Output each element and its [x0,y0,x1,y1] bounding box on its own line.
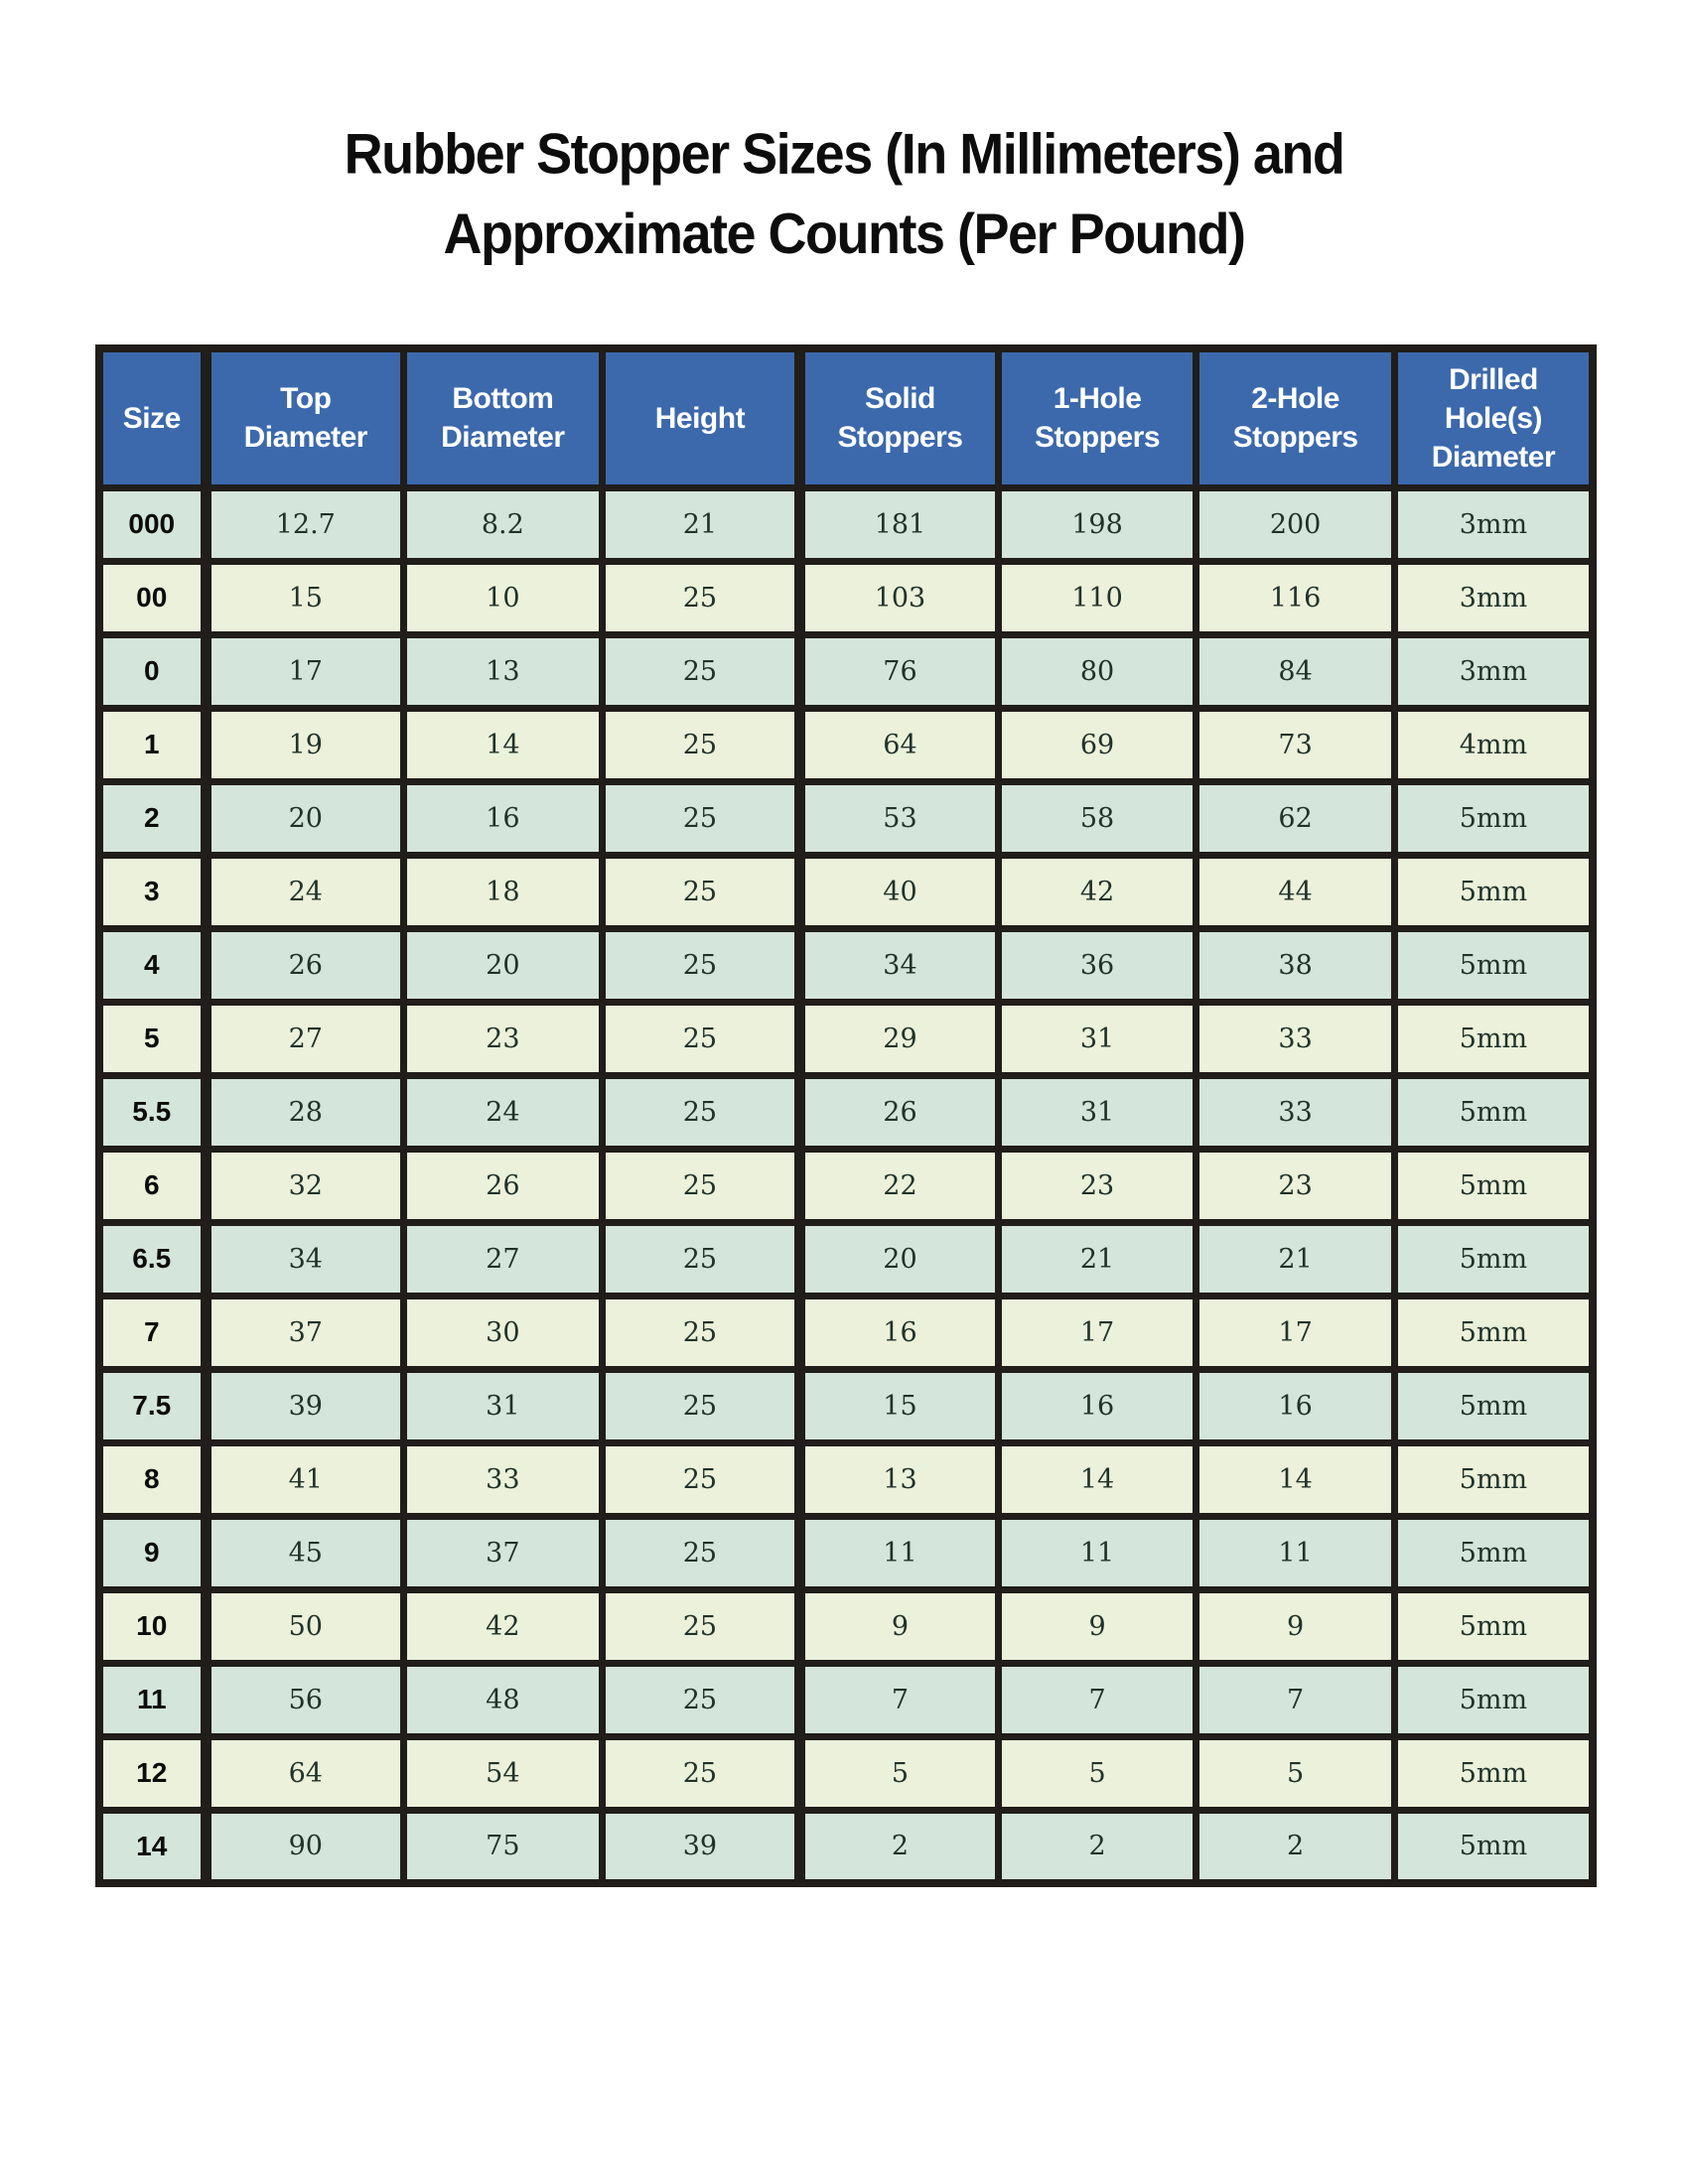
drilled-holes-diameter-cell: 4mm [1394,708,1593,781]
solid-stoppers-cell: 76 [800,634,999,708]
1-hole-stoppers-cell: 36 [998,928,1196,1002]
table-row [99,1516,1593,1589]
top-diameter-cell: 24 [206,855,404,928]
drilled-holes-diameter-cell: 5mm [1394,1369,1593,1442]
size-cell: 8 [99,1442,206,1516]
2-hole-stoppers-cell: 38 [1196,928,1395,1002]
top-diameter-cell: 90 [206,1810,404,1883]
header-row [99,348,1593,487]
2-hole-stoppers-cell: 14 [1196,1442,1395,1516]
drilled-holes-diameter-cell: 5mm [1394,1810,1593,1883]
bottom-diameter-cell: 10 [404,561,603,634]
drilled-holes-diameter-cell: 5mm [1394,1002,1593,1075]
drilled-holes-diameter-cell: 5mm [1394,1075,1593,1149]
bottom-diameter-cell: 33 [404,1442,603,1516]
table-row [99,1149,1593,1222]
solid-stoppers-cell: 64 [800,708,999,781]
page-title [0,115,1688,274]
table-row [99,1663,1593,1736]
drilled-holes-diameter-cell: 5mm [1394,1222,1593,1296]
solid-stoppers-cell: 20 [800,1222,999,1296]
height-cell: 25 [602,781,800,855]
drilled-holes-diameter-cell: 5mm [1394,1296,1593,1369]
bottom-diameter-cell: 27 [404,1222,603,1296]
bottom-diameter-cell: 18 [404,855,603,928]
1-hole-stoppers-cell: 198 [998,487,1196,561]
bottom-diameter-cell: 20 [404,928,603,1002]
top-diameter-cell: 37 [206,1296,404,1369]
solid-stoppers-cell: 181 [800,487,999,561]
2-hole-stoppers-cell: 33 [1196,1002,1395,1075]
table-row [99,1736,1593,1810]
2-hole-stoppers-cell: 33 [1196,1075,1395,1149]
bottom-diameter-cell: 54 [404,1736,603,1810]
bottom-diameter-cell: 16 [404,781,603,855]
solid-stoppers-cell: 40 [800,855,999,928]
1-hole-stoppers-cell: 23 [998,1149,1196,1222]
top-diameter-cell: 39 [206,1369,404,1442]
top-diameter-cell: 15 [206,561,404,634]
1-hole-stoppers-cell: 9 [998,1589,1196,1663]
size-cell: 00 [99,561,206,634]
height-cell: 25 [602,928,800,1002]
height-cell: 25 [602,855,800,928]
size-cell: 9 [99,1516,206,1589]
table-row [99,928,1593,1002]
header-top-diameter: Top Diameter [206,348,404,487]
table-row [99,1810,1593,1883]
drilled-holes-diameter-cell: 5mm [1394,1149,1593,1222]
height-cell: 25 [602,634,800,708]
size-cell: 5 [99,1002,206,1075]
height-cell: 25 [602,1296,800,1369]
1-hole-stoppers-cell: 14 [998,1442,1196,1516]
drilled-holes-diameter-cell: 3mm [1394,634,1593,708]
bottom-diameter-cell: 14 [404,708,603,781]
table-row [99,1222,1593,1296]
2-hole-stoppers-cell: 17 [1196,1296,1395,1369]
drilled-holes-diameter-cell: 5mm [1394,1516,1593,1589]
page-title-line2: Approximate Counts (Per Pound) [443,202,1245,266]
2-hole-stoppers-cell: 73 [1196,708,1395,781]
table-row [99,1369,1593,1442]
height-cell: 21 [602,487,800,561]
height-cell: 25 [602,1149,800,1222]
height-cell: 25 [602,1222,800,1296]
top-diameter-cell: 34 [206,1222,404,1296]
1-hole-stoppers-cell: 58 [998,781,1196,855]
2-hole-stoppers-cell: 116 [1196,561,1395,634]
top-diameter-cell: 64 [206,1736,404,1810]
size-cell: 000 [99,487,206,561]
header-2-hole-stoppers: 2-Hole Stoppers [1196,348,1395,487]
size-cell: 4 [99,928,206,1002]
header-bottom-diameter: Bottom Diameter [404,348,603,487]
stopper-size-table [95,344,1597,1887]
header-size: Size [99,348,206,487]
height-cell: 25 [602,1075,800,1149]
bottom-diameter-cell: 26 [404,1149,603,1222]
solid-stoppers-cell: 5 [800,1736,999,1810]
top-diameter-cell: 26 [206,928,404,1002]
drilled-holes-diameter-cell: 3mm [1394,487,1593,561]
top-diameter-cell: 28 [206,1075,404,1149]
1-hole-stoppers-cell: 31 [998,1075,1196,1149]
solid-stoppers-cell: 34 [800,928,999,1002]
top-diameter-cell: 17 [206,634,404,708]
bottom-diameter-cell: 8.2 [404,487,603,561]
2-hole-stoppers-cell: 2 [1196,1810,1395,1883]
size-cell: 6.5 [99,1222,206,1296]
header-1-hole-stoppers: 1-Hole Stoppers [998,348,1196,487]
2-hole-stoppers-cell: 21 [1196,1222,1395,1296]
solid-stoppers-cell: 103 [800,561,999,634]
drilled-holes-diameter-cell: 5mm [1394,855,1593,928]
solid-stoppers-cell: 15 [800,1369,999,1442]
drilled-holes-diameter-cell: 5mm [1394,1589,1593,1663]
size-cell: 2 [99,781,206,855]
1-hole-stoppers-cell: 2 [998,1810,1196,1883]
solid-stoppers-cell: 16 [800,1296,999,1369]
top-diameter-cell: 41 [206,1442,404,1516]
table-row [99,708,1593,781]
height-cell: 25 [602,1442,800,1516]
size-cell: 0 [99,634,206,708]
height-cell: 25 [602,1002,800,1075]
solid-stoppers-cell: 53 [800,781,999,855]
top-diameter-cell: 56 [206,1663,404,1736]
table-row [99,781,1593,855]
header-solid-stoppers: Solid Stoppers [800,348,999,487]
table-row [99,1442,1593,1516]
table-row [99,1075,1593,1149]
size-cell: 7.5 [99,1369,206,1442]
top-diameter-cell: 12.7 [206,487,404,561]
size-cell: 14 [99,1810,206,1883]
2-hole-stoppers-cell: 7 [1196,1663,1395,1736]
drilled-holes-diameter-cell: 5mm [1394,928,1593,1002]
solid-stoppers-cell: 2 [800,1810,999,1883]
size-cell: 10 [99,1589,206,1663]
bottom-diameter-cell: 75 [404,1810,603,1883]
bottom-diameter-cell: 42 [404,1589,603,1663]
drilled-holes-diameter-cell: 5mm [1394,1442,1593,1516]
top-diameter-cell: 27 [206,1002,404,1075]
drilled-holes-diameter-cell: 3mm [1394,561,1593,634]
1-hole-stoppers-cell: 110 [998,561,1196,634]
solid-stoppers-cell: 9 [800,1589,999,1663]
size-cell: 3 [99,855,206,928]
2-hole-stoppers-cell: 62 [1196,781,1395,855]
top-diameter-cell: 45 [206,1516,404,1589]
size-cell: 12 [99,1736,206,1810]
2-hole-stoppers-cell: 44 [1196,855,1395,928]
1-hole-stoppers-cell: 69 [998,708,1196,781]
1-hole-stoppers-cell: 21 [998,1222,1196,1296]
table-row [99,1296,1593,1369]
table-body [99,487,1593,1883]
table-row [99,1002,1593,1075]
height-cell: 39 [602,1810,800,1883]
size-cell: 1 [99,708,206,781]
header-height: Height [602,348,800,487]
height-cell: 25 [602,708,800,781]
height-cell: 25 [602,561,800,634]
1-hole-stoppers-cell: 17 [998,1296,1196,1369]
2-hole-stoppers-cell: 9 [1196,1589,1395,1663]
2-hole-stoppers-cell: 84 [1196,634,1395,708]
table-row [99,1589,1593,1663]
drilled-holes-diameter-cell: 5mm [1394,1736,1593,1810]
drilled-holes-diameter-cell: 5mm [1394,781,1593,855]
solid-stoppers-cell: 22 [800,1149,999,1222]
size-cell: 5.5 [99,1075,206,1149]
size-cell: 7 [99,1296,206,1369]
solid-stoppers-cell: 29 [800,1002,999,1075]
bottom-diameter-cell: 48 [404,1663,603,1736]
top-diameter-cell: 32 [206,1149,404,1222]
top-diameter-cell: 19 [206,708,404,781]
1-hole-stoppers-cell: 5 [998,1736,1196,1810]
2-hole-stoppers-cell: 11 [1196,1516,1395,1589]
1-hole-stoppers-cell: 7 [998,1663,1196,1736]
2-hole-stoppers-cell: 23 [1196,1149,1395,1222]
top-diameter-cell: 50 [206,1589,404,1663]
height-cell: 25 [602,1369,800,1442]
table-row [99,561,1593,634]
size-cell: 6 [99,1149,206,1222]
1-hole-stoppers-cell: 31 [998,1002,1196,1075]
1-hole-stoppers-cell: 11 [998,1516,1196,1589]
top-diameter-cell: 20 [206,781,404,855]
table-header [99,348,1593,487]
size-cell: 11 [99,1663,206,1736]
table-row [99,487,1593,561]
height-cell: 25 [602,1663,800,1736]
1-hole-stoppers-cell: 42 [998,855,1196,928]
height-cell: 25 [602,1516,800,1589]
bottom-diameter-cell: 37 [404,1516,603,1589]
header-drilled-holes-diameter: Drilled Hole(s) Diameter [1394,348,1593,487]
solid-stoppers-cell: 11 [800,1516,999,1589]
solid-stoppers-cell: 13 [800,1442,999,1516]
solid-stoppers-cell: 7 [800,1663,999,1736]
bottom-diameter-cell: 23 [404,1002,603,1075]
table-row [99,855,1593,928]
solid-stoppers-cell: 26 [800,1075,999,1149]
bottom-diameter-cell: 30 [404,1296,603,1369]
bottom-diameter-cell: 13 [404,634,603,708]
height-cell: 25 [602,1589,800,1663]
bottom-diameter-cell: 24 [404,1075,603,1149]
bottom-diameter-cell: 31 [404,1369,603,1442]
2-hole-stoppers-cell: 200 [1196,487,1395,561]
1-hole-stoppers-cell: 16 [998,1369,1196,1442]
2-hole-stoppers-cell: 5 [1196,1736,1395,1810]
drilled-holes-diameter-cell: 5mm [1394,1663,1593,1736]
height-cell: 25 [602,1736,800,1810]
table-row [99,634,1593,708]
2-hole-stoppers-cell: 16 [1196,1369,1395,1442]
1-hole-stoppers-cell: 80 [998,634,1196,708]
page-title-line1: Rubber Stopper Sizes (In Millimeters) and [344,122,1344,187]
